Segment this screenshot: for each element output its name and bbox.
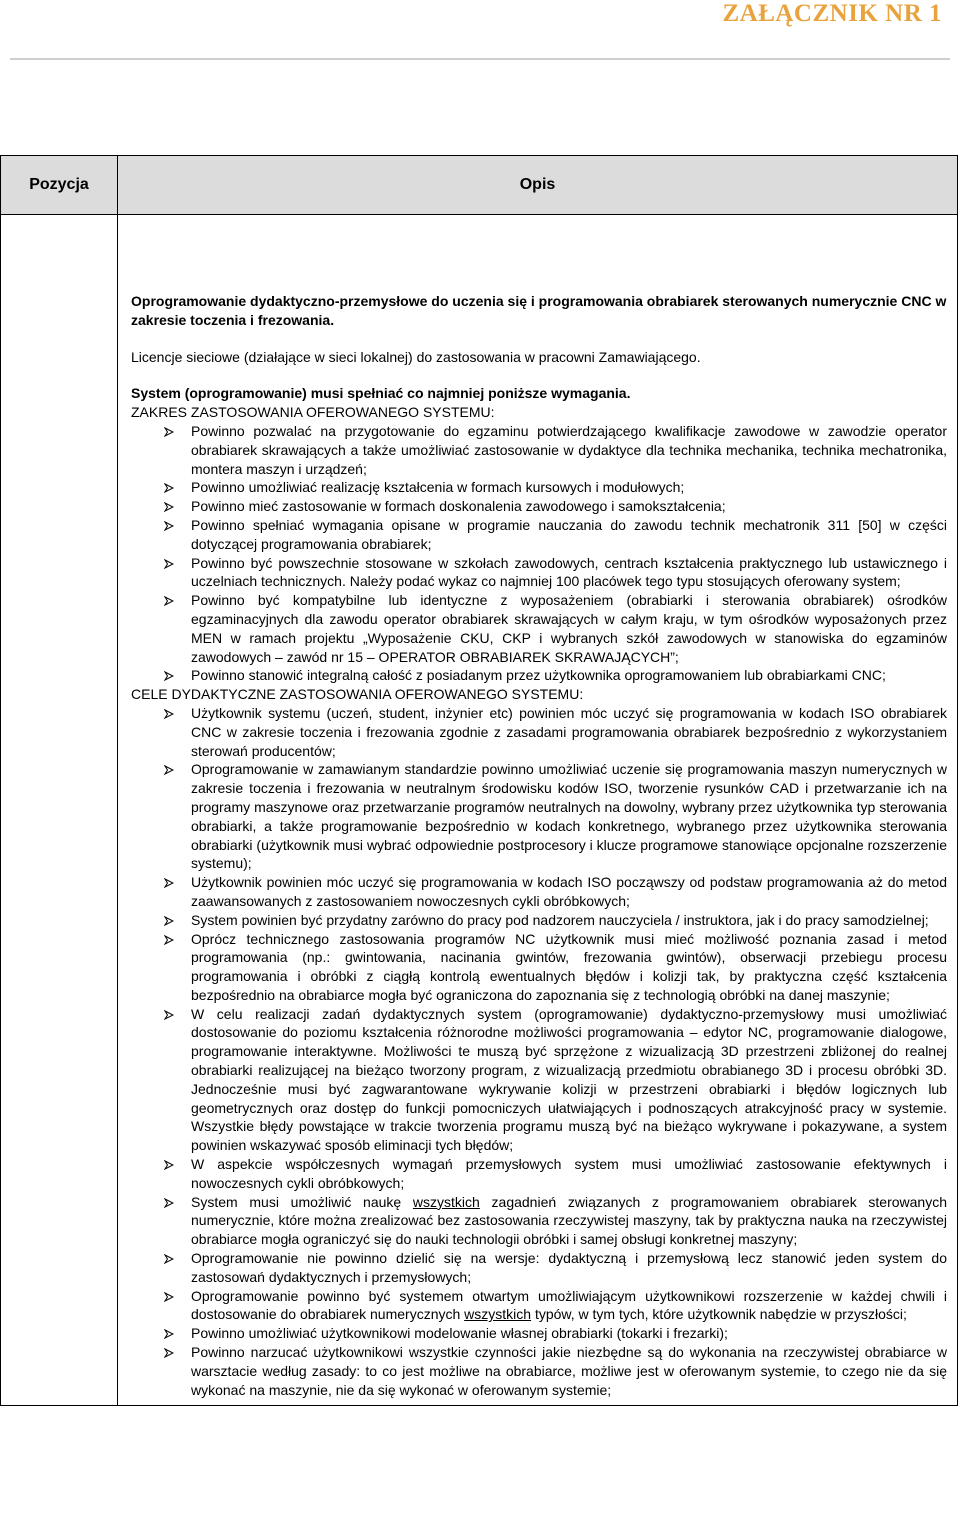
requirements-intro: System (oprogramowanie) musi spełniać co najmniej poniższe wymagania. (131, 385, 631, 402)
list-item-text: Oprogramowanie nie powinno dzielić się na wersje: dydaktyczną i przemysłową lecz stanowić jeden system do zastosowań dydaktycznych i przemysłowych; (191, 1250, 947, 1285)
list-item (131, 1324, 947, 1343)
arrow-bullet-icon (164, 1160, 174, 1170)
arrow-bullet-icon (164, 427, 174, 437)
list-item (131, 666, 947, 685)
table-header-row (1, 156, 958, 215)
list-item (131, 478, 947, 497)
list-item-text: System musi umożliwić naukę wszystkich zagadnień związanych z programowaniem obrabiarek sterowanych numerycznie, które można zrealizować bez zastosowania rzeczywistej maszyny, tak by praktyczna nauka na rzeczywistej obrabiarce mogła ograniczyć się do nauki technologii obróbki i samej obsługi konkretnej maszyny; (191, 1193, 947, 1248)
scope-heading: ZAKRES ZASTOSOWANIA OFEROWANEGO SYSTEMU: (131, 404, 495, 421)
list-item-text: Oprogramowanie w zamawianym standardzie powinno umożliwiać uczenie się programowania maszyn numerycznych w zakresie toczenia i frezowania w neutralnym środowisku kodów ISO, tworzenie rysunków CAD i przetwarzanie ich na programy maszynowe oraz przetwarzanie programów neutralnych na dowolny, wybrany przez użytkownika typ sterowania obrabiarki, a także programowanie bezpośrednio w kodach konkretnego, wybranego przez użytkownika sterowania obrabiarki (użytkownik musi wybrać odpowiednie postprocesory i klucze programowe stanowiące opcjonalne rozszerzenie systemu); (191, 761, 947, 872)
list-item (131, 1193, 947, 1249)
list-item-text: Użytkownik systemu (uczeń, student, inżynier etc) powinien móc uczyć się programowania w kodach ISO obrabiarek CNC w zakresie toczenia i frezowania zgodnie z zasadami programowania obrabiarek bezpośrednio z wykorzystaniem sterowań producentów; (191, 704, 947, 759)
list-item (131, 911, 947, 930)
goals-list (131, 704, 947, 1399)
list-item (131, 497, 947, 516)
list-item-text: W aspekcie współczesnych wymagań przemysłowych system musi umożliwiać zastosowanie efektywnych i nowoczesnych cykli obróbkowych; (191, 1156, 947, 1191)
list-item-text: Powinno być kompatybilne lub identyczne z wyposażeniem (obrabiarki i sterowania obrabiarek) ośrodków egzaminacyjnych dla zawodu operator obrabiarek skrawających w całym kraju, w tym ośrodków wyposażonych przez MEN w ramach projektu „Wyposażenie CKU, CKP i wybranych szkół zawodowych w stanowiska do egzaminów zawodowych – zawód nr 15 – OPERATOR OBRABIAREK SKRAWAJĄCYCH”; (191, 592, 947, 665)
arrow-bullet-icon (164, 671, 174, 681)
specification-table (0, 155, 958, 1406)
arrow-bullet-icon (164, 916, 174, 926)
column-header-description: Opis (118, 156, 958, 215)
list-item (131, 1343, 947, 1399)
list-item-text: Użytkownik powinien móc uczyć się programowania w kodach ISO począwszy od podstaw programowania aż do metod zaawansowanych z zastosowaniem nowoczesnych cykli obróbkowych; (191, 874, 947, 909)
list-item-text: Powinno być powszechnie stosowane w szkołach zawodowych, centrach kształcenia praktycznego lub ustawicznego i uczelniach technicznych. Należy podać wykaz co najmniej 100 placówek tego typu stosujących oferowany system; (191, 554, 947, 590)
arrow-bullet-icon (164, 709, 174, 719)
position-cell (1, 215, 118, 1406)
list-item-text: System powinien być przydatny zarówno do pracy pod nadzorem nauczyciela / instruktora, jak i do pracy samodzielnej; (191, 911, 929, 928)
arrow-bullet-icon (164, 502, 174, 512)
list-item-text: Powinno umożliwiać użytkownikowi modelowanie własnej obrabiarki (tokarki i frezarki); (191, 1325, 728, 1342)
list-item (131, 554, 947, 592)
list-item (131, 516, 947, 554)
licences-text: Licencje sieciowe (działające w sieci lokalnej) do zastosowania w pracowni Zamawiającego. (131, 348, 701, 365)
arrow-bullet-icon (164, 935, 174, 945)
list-item (131, 591, 947, 666)
list-item-text: Powinno narzucać użytkownikowi wszystkie czynności jakie niezbędne są do wykonania na rzeczywistej obrabiarce w warsztacie według zasady: to co jest możliwe na obrabiarce, możliwe jest w oferowanym systemie, to czego nie da się wykonać na maszynie, nie da się wykonać w oferowanym systemie; (191, 1344, 947, 1398)
list-item-text: Powinno mieć zastosowanie w formach doskonalenia zawodowego i samokształcenia; (191, 498, 726, 515)
list-item (131, 930, 947, 1005)
table-row (1, 215, 958, 1406)
arrow-bullet-icon (164, 559, 174, 569)
arrow-bullet-icon (164, 596, 174, 606)
list-item-text: Powinno spełniać wymagania opisane w programie nauczania do zawodu technik mechatronik 311 [50] w części dotyczącej programowania obrabiarek; (191, 516, 947, 552)
list-item-text: Powinno stanowić integralną całość z posiadanym przez użytkownika oprogramowaniem lub obrabiarkami CNC; (191, 667, 886, 684)
arrow-bullet-icon (164, 878, 174, 888)
arrow-bullet-icon (164, 1292, 174, 1302)
arrow-bullet-icon (164, 1254, 174, 1264)
arrow-bullet-icon (164, 1329, 174, 1339)
description-cell (118, 215, 958, 1406)
list-item-text: Oprogramowanie powinno być systemem otwartym umożliwiającym użytkownikowi rozszerzenie w każdej chwili i dostosowanie do obrabiarek numerycznych wszystkich typów, w tym tych, które użytkownik nabędzie w przyszłości; (191, 1287, 947, 1323)
goals-heading: CELE DYDAKTYCZNE ZASTOSOWANIA OFEROWANEGO SYSTEMU: (131, 686, 584, 703)
arrow-bullet-icon (164, 765, 174, 775)
list-item (131, 1249, 947, 1287)
column-header-position: Pozycja (1, 156, 118, 215)
list-item (131, 873, 947, 911)
arrow-bullet-icon (164, 1010, 174, 1020)
product-heading: Oprogramowanie dydaktyczno-przemysłowe do uczenia się i programowania obrabiarek sterowanych numerycznie CNC w zakresie toczenia i frezowania. (131, 293, 947, 328)
list-item (131, 1155, 947, 1193)
list-item (131, 704, 947, 760)
list-item (131, 1287, 947, 1325)
list-item-text: Oprócz technicznego zastosowania programów NC użytkownik musi mieć możliwość poznania zasad i metod programowania (np.: gwintowania, nacinania gwintów, frezowania gwintów), obserwacji przebiegu procesu programowania i obróbki z ciągłą kontrolą ewentualnych błędów i kolizji tak, by praktyczna część kształcenia bezpośrednio na obrabiarce mogła być ograniczona do zapoznania się z technologią obróbki na danej maszynie; (191, 930, 947, 1003)
list-item-text: W celu realizacji zadań dydaktycznych system (oprogramowanie) dydaktyczno-przemysłowy musi umożliwiać dostosowanie do poziomu kształcenia różnorodne możliwości programowania – edytor NC, programowanie dialogowe, programowanie interaktywne. Możliwości te muszą być sprzężone z wizualizacją 3D przestrzeni zbliżonej do realnej obrabiarki realizującej na bieżąco tworzony program, z wizualizacją przedmiotu obrabianego 3D i procesu obróbki 3D. Jednocześnie musi być zagwarantowane wykrywanie kolizji w przestrzeni obrabiarki i błędów logicznych lub geometrycznych oraz dostęp do funkcji pomocniczych ułatwiających i podnoszących atrakcyjność pracy w systemie. Wszystkie błędy powstające w trakcie tworzenia programu muszą być na bieżąco wykrywane i pokazywane, a system powinien wskazywać sposób eliminacji tych błędów; (191, 1005, 947, 1154)
list-item-text: Powinno umożliwiać realizację kształcenia w formach kursowych i modułowych; (191, 479, 685, 496)
arrow-bullet-icon (164, 1198, 174, 1208)
list-item (131, 422, 947, 478)
arrow-bullet-icon (164, 1348, 174, 1358)
list-item-text: Powinno pozwalać na przygotowanie do egzaminu potwierdzającego kwalifikacje zawodowe w zawodzie operator obrabiarek skrawających a także umożliwiać zastosowanie w dydaktyce dla technika mechanika, technika mechatronika, montera maszyn i urządzeń; (191, 422, 947, 477)
list-item (131, 1005, 947, 1155)
page-title: ZAŁĄCZNIK NR 1 (722, 0, 942, 27)
arrow-bullet-icon (164, 483, 174, 493)
arrow-bullet-icon (164, 521, 174, 531)
scope-list (131, 422, 947, 685)
list-item (131, 760, 947, 873)
header-divider (10, 58, 950, 60)
